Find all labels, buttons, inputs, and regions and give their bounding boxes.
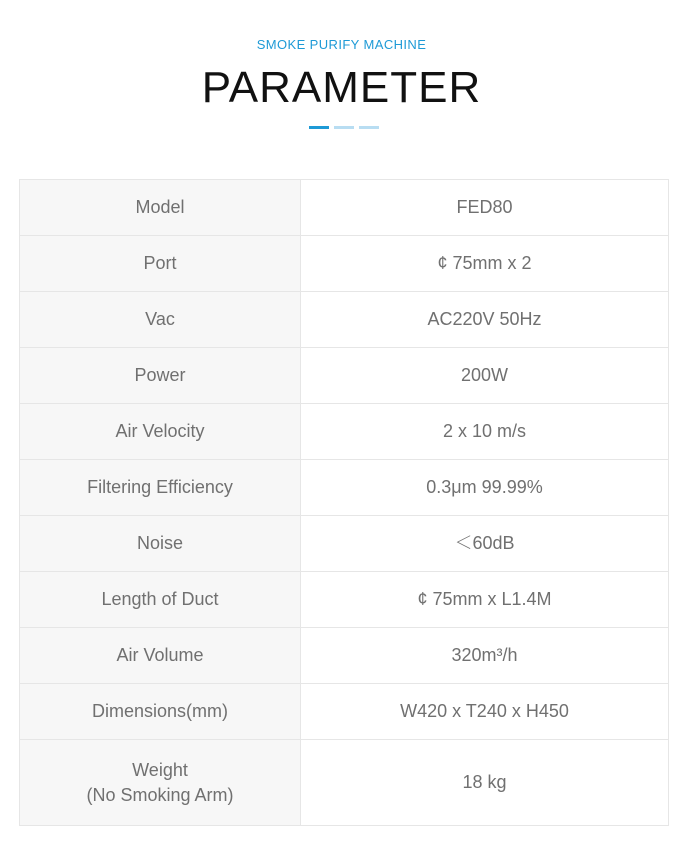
spec-label: Noise: [20, 516, 301, 572]
spec-label: Air Volume: [20, 628, 301, 684]
table-row: [20, 740, 669, 826]
table-row: [20, 572, 669, 628]
spec-value: W420 x T240 x H450: [301, 684, 669, 740]
spec-label: Model: [20, 180, 301, 236]
spec-value: ¢ 75mm x 2: [301, 236, 669, 292]
title-accent-bar: [309, 126, 379, 129]
page-title: PARAMETER: [201, 63, 482, 112]
spec-label: Air Velocity: [20, 404, 301, 460]
spec-value: 320m³/h: [301, 628, 669, 684]
spec-value: 200W: [301, 348, 669, 404]
spec-label: Vac: [20, 292, 301, 348]
parameter-table: [19, 179, 669, 826]
table-row: [20, 348, 669, 404]
table-row: [20, 460, 669, 516]
spec-label: Dimensions(mm): [20, 684, 301, 740]
accent-segment-light: [334, 126, 354, 129]
table-row: [20, 516, 669, 572]
section-header: [0, 0, 683, 150]
spec-label-line: Weight: [132, 759, 188, 780]
accent-segment-light: [359, 126, 379, 129]
table-row: [20, 236, 669, 292]
spec-value: ¢ 75mm x L1.4M: [301, 572, 669, 628]
spec-value: FED80: [301, 180, 669, 236]
spec-value: 0.3μm 99.99%: [301, 460, 669, 516]
spec-label: Filtering Efficiency: [20, 460, 301, 516]
section-subtitle: SMOKE PURIFY MACHINE: [256, 37, 427, 52]
table-row: [20, 404, 669, 460]
table-row: [20, 292, 669, 348]
spec-label: Power: [20, 348, 301, 404]
spec-label: [20, 740, 301, 826]
spec-label: Length of Duct: [20, 572, 301, 628]
spec-label: Port: [20, 236, 301, 292]
table-row: [20, 180, 669, 236]
spec-value: 2 x 10 m/s: [301, 404, 669, 460]
table-row: [20, 684, 669, 740]
accent-segment-primary: [309, 126, 329, 129]
spec-value: AC220V 50Hz: [301, 292, 669, 348]
table-row: [20, 628, 669, 684]
spec-value: 18 kg: [301, 740, 669, 826]
spec-label-note: (No Smoking Arm): [86, 784, 234, 805]
spec-value: ＜60dB: [301, 516, 669, 572]
